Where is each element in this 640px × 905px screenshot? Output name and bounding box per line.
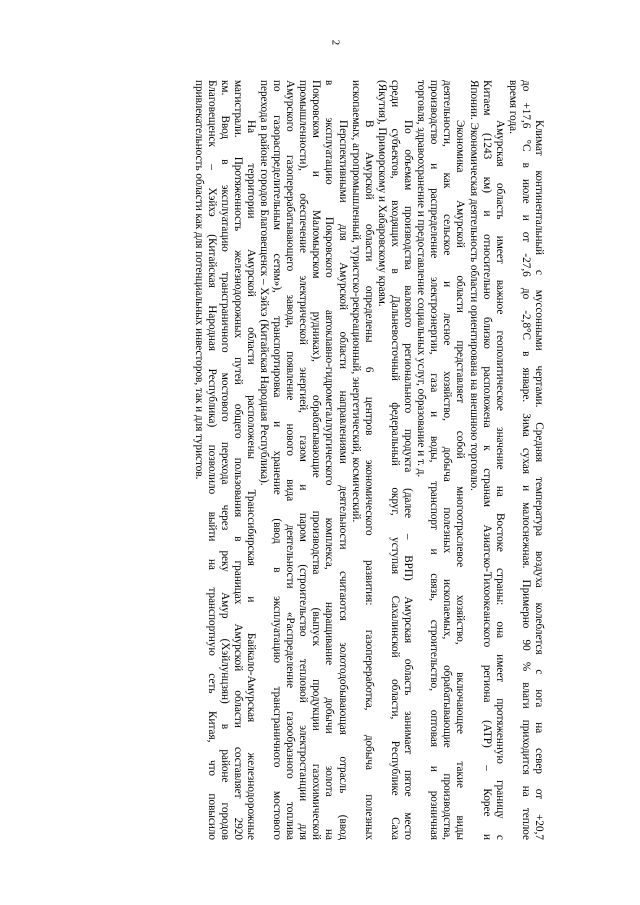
- text-line: до +17,6 °С в июле и от -27,6 до -2,8°С в январе. Зима сухая и малоснежная. Примерно 90 % влаги приходится на теплое: [519, 80, 532, 840]
- text-line: время года.: [506, 80, 519, 134]
- text-line: Экономика Амурской области представляет собой многоотраслевое хозяйство, включающее такие виды: [454, 120, 467, 840]
- text-line: Амурского газоперерабатывающего завода, появление нового вида деятельности «Распределение газообразного топлива: [284, 80, 297, 840]
- text-line: Климат континентальный с муссонными чертами. Средняя температура воздуха колеблется с юга на север от +20,7: [533, 120, 545, 840]
- text-line: Покровском и Маломырском рудниках), обрабатывающие производства (выпуск продукции газохимической: [310, 80, 323, 840]
- text-line: деятельности, как сельское и лесное хозяйство, добыча полезных ископаемых, обрабатывающие производства,: [441, 80, 454, 840]
- text-line: Перспективными для Амурской области направлениями деятельности считаются золотодобывающая отрасль (ввод: [336, 120, 349, 840]
- text-line: магистрали. Протяженность железнодорожных путей общего пользования в границах Амурской области составляет 2920: [231, 80, 244, 840]
- text-line: в эксплуатацию Покровского автоклавно-гидрометаллургического комплекса, наращивание добычи золота на: [323, 80, 336, 840]
- text-line: Благовещенск – Хэйхэ (Китайская Народная Республика) позволило выйти на транспортную сеть Китая, что повысило: [205, 80, 218, 840]
- text-line: В Амурской области определены 6 центров экономического развития: газопереработка, добыча полезных: [362, 120, 375, 840]
- text-line: промышленности), обеспечение электрической энергией, газом и паром (строительство тепловой электростанции для: [297, 80, 310, 840]
- text-line: На территории Амурской области расположены Транссибирская и Байкало-Амурская железнодорожные: [244, 120, 257, 840]
- text-line: Китаем (1243 км) и относительно близко расположена к странам Азиатско-Тихоокеанского региона (АТР) – Корее и: [480, 80, 493, 840]
- text-line: По объемам производства валового регионального продукта (далее – ВРП) Амурская область занимает пятое место: [402, 120, 415, 840]
- text-line: перехода в районе городов Благовещенск – Хэйхэ (Китайская Народная Республика).: [258, 80, 271, 486]
- paragraph: [191, 80, 256, 840]
- text-line: ископаемых, агропромышленный, туристско-рекреационный, энергетический, космический.: [349, 80, 362, 523]
- paragraph: [466, 80, 505, 840]
- paragraph: [349, 80, 375, 840]
- text-line: Амурская область имеет важное геополитическое значение на Востоке страны: она имеет протяженную границу с: [493, 120, 506, 840]
- text-line: производство и распределение электроэнергии, газа и воды, транспорт и связь, строительство, оптовая и розничная: [428, 80, 441, 840]
- text-line: (Якутия), Приморскому и Хабаровскому краям.: [375, 80, 388, 307]
- text-line: Японии. Экономическая деятельность области ориентирована на внешнюю торговлю.: [467, 80, 480, 491]
- text-line: км. Ввод в эксплуатацию трансграничного мостового перехода через реку Амур (Хэйлунцзян) в районе городов: [218, 80, 231, 840]
- text-line: привлекательность области как для потенциальных инвесторов, так и для туристов.: [192, 80, 205, 480]
- page-number: 2: [329, 39, 342, 46]
- text-line: торговля, здравоохранение и предоставление социальных услуг, образование и т. д.: [415, 80, 428, 478]
- text-line: среди субъектов, входящих в Дальневосточный федеральный округ, уступая Сахалинской области, Республике Саха: [388, 80, 401, 840]
- document-body: [120, 80, 545, 840]
- paragraph: [414, 80, 466, 840]
- paragraph: [375, 80, 414, 840]
- text-line: по газораспределительным сетям»), транспортировка и хранение (ввод в эксплуатацию трансграничного мостового: [271, 80, 284, 840]
- paragraph: [257, 80, 349, 840]
- paragraph: [506, 80, 545, 840]
